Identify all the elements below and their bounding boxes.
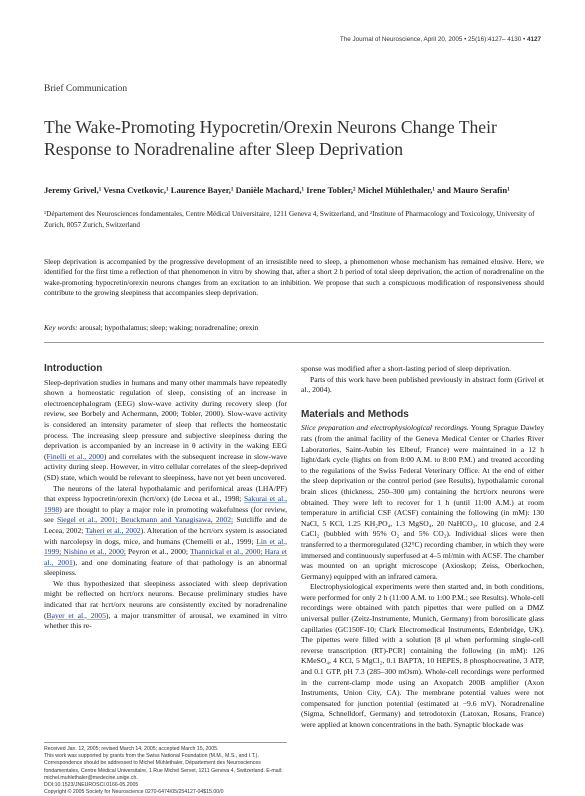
- article-title: The Wake-Promoting Hypocretin/Orexin Neurons Change Their Response to Noradrenaline after Sleep Deprivation: [44, 117, 497, 159]
- intro-paragraph-1: Sleep-deprivation studies in humans and many other mammals have repeatedly shown a homeostatic regulation of sleep, consisting of an increase in electroencephalogram (EEG) slow-wave activity during recovery sleep (for review, see Borbely and Achermann, 2000; Tobler, 2000). Slow-wave activity is considered an intensity parameter of sleep that reflects the homeostatic process. The increasing sleep pressure and subjective sleepiness during the deprivation is accompanied by an increase in θ activity in the waking EEG (Finelli et al., 2000) and correlates with the subsequent increase in slow-wave activity during sleep. However, in vitro cellular correlates of the sleep-deprived (SD) state, which would be relevant to sleepiness, have not yet been uncovered.: [44, 377, 287, 482]
- abstract: Sleep deprivation is accompanied by the progressive development of an irresistible need to sleep, a phenomenon whose mechanism has remained elusive. Here, we identified for the first time a reflection of that phenomenon in vitro by showing that, after a short 2 h period of total sleep deprivation, the action of noradrenaline on the wake-promoting hypocretin/orexin neurons changes from an excitation to an inhibition. We propose that such a conspicuous modification of responsiveness should contribute to the growing sleepiness that accompanies sleep deprivation.: [44, 257, 544, 297]
- reference-link[interactable]: Taheri et al., 2002: [85, 525, 141, 535]
- page-number: 4127: [526, 36, 541, 43]
- intro-paragraph-2: The neurons of the lateral hypothalamic and perifornical areas (LHA/PF) that express hypocretin/orexin (hcrt/orx) (de Lecea et al., 1998; Sakurai et al., 1998) are thought to play a major role in promoting wakefulness (for review, see Siegel et al., 2001; Beuckmann and Yanagisawa, 2002; Sutcliffe and de Lecea, 2002; Taheri et al., 2002). Alteration of the hcrt/orx system is associated with narcolepsy in dogs, mice, and humans (Chemelli et al., 1999; Lin et al., 1999; Nishino et al., 2000; Peyron et al., 2000; Thannickal et al., 2000; Hara et al., 2001), and one dominating feature of that pathology is an abnormal sleepiness.: [44, 483, 288, 578]
- intro-continuation: sponse was modified after a short-lasting period of sleep deprivation.: [301, 364, 512, 373]
- doi: DOI:10.1523/JNEUROSCI.0166-05.2005: [44, 782, 139, 789]
- right-column: [301, 364, 544, 731]
- correspondence-note: Correspondence should be addressed to Michel Mühlethaler, Département des Neurosciences fondamentales, Centre Médical Universitaire, 1 Rue Michel Servet, 1211 Geneva 4, Switzerland. E-mail: michel.muhlethaler@medecine.unige.ch.: [44, 760, 283, 781]
- keywords: [44, 323, 544, 332]
- journal-citation: The Journal of Neuroscience, April 20, 2005 • 25(16):4127– 4130 •: [339, 36, 527, 43]
- prior-publication-note: Parts of this work have been published previously in abstract form (Grivel et al., 2004).: [301, 374, 544, 395]
- affiliations: ¹Département des Neurosciences fondamentales, Centre Médical Universitaire, 1211 Geneva 4, Switzerland, and ²Institute of Pharmacology and Toxicology, University of Zurich, 8057 Zurich, Switzerland: [44, 210, 535, 229]
- keywords-text: arousal; hypothalamus; sleep; waking; noradrenaline; orexin: [77, 323, 259, 332]
- reference-link[interactable]: Bayer et al., 2005: [46, 610, 106, 620]
- section-label: Brief Communication: [44, 84, 128, 94]
- introduction-heading: Introduction: [44, 363, 103, 374]
- left-column: [44, 364, 287, 632]
- received-dates: Received Jan. 12, 2005; revised March 14, 2005; accepted March 15, 2005.: [44, 746, 219, 752]
- reference-link[interactable]: Lin et al., 1999; Nishino et al., 2000;: [44, 536, 287, 557]
- methods-heading: Materials and Methods: [301, 408, 409, 420]
- intro-paragraph-3: We thus hypothesized that sleepiness associated with sleep deprivation might be reflected on hcrt/orx neurons. Because preliminary studies have indicated that rat hcrt/orx neurons are consistently excited by noradrenaline (Bayer et al., 2005), a major transmitter of arousal, we examined in vitro whether this re-: [44, 578, 287, 631]
- footnotes: [44, 746, 287, 796]
- footnote-divider: [44, 742, 287, 743]
- reference-link[interactable]: Finelli et al., 2000: [46, 451, 104, 461]
- keywords-label: Key words:: [44, 323, 78, 332]
- reference-link[interactable]: Sakurai et al., 1998: [44, 494, 287, 514]
- author-list: Jeremy Grivel,¹ Vesna Cvetkovic,¹ Laurence Bayer,¹ Danièle Machard,¹ Irene Tobler,² Michel Mühlethaler,¹ and Mauro Serafin¹: [44, 185, 510, 195]
- running-head: [340, 36, 541, 43]
- copyright: Copyright © 2005 Society for Neuroscience 0270-6474/05/254127-04$15.00/0: [44, 789, 224, 796]
- subsection-title: Slice preparation and electrophysiological recordings.: [301, 423, 469, 433]
- reference-link[interactable]: Thannickal et al., 2000; Hara et al., 2001: [44, 547, 287, 567]
- funding-note: This work was supported by grants from the Swiss National Foundation (M.M., M.S., and I.T.).: [44, 753, 259, 760]
- methods-paragraph-2: Electrophysiological experiments were then started and, in both conditions, were performed for only 2 h (11:00 A.M. to 1:00 P.M.; see Results). Whole-cell recordings were obtained with patch pipettes that were pulled on a DMZ universal puller (Zeitz-Instrumente, Munich, Germany) from borosilicate glass capillaries (GC150F-10; Clark Electromedical Instruments, Edenbridge, UK). The pipettes were filled with a solution [8 μl when performing single-cell reverse transcription (RT)-PCR] containing the following (in mM): 126 KMeSO₄, 4 KCl, 5 MgCl₂, 0.1 BAPTA, 10 HEPES, 8 phosphocreatine, 3 ATP, and 0.1 GTP, pH 7.3 (285–300 mOsm). Whole-cell recordings were performed in the current-clamp mode using an Axopatch 200B amplifier (Axon Instruments, Union City, CA). The membrane potential values were not compensated for junction potential (estimated at −9.6 mV). Noradrenaline (Sigma, Schnelldorf, Germany) and tetrodotoxin (Latoxan, Rosans, France) were applied at known concentrations in the bath. Synaptic blockade was: [301, 582, 544, 729]
- reference-link[interactable]: Siegel et al., 2001; Beuckmann and Yanagisawa, 2002;: [56, 515, 234, 525]
- methods-paragraph-1: Slice preparation and electrophysiological recordings. Young Sprague Dawley rats (from the animal facility of the Geneva Medical Center or Charles River Laboratories, Saint-Aubin les Elbeuf, France) were maintained in a 12 h light/dark cycle (lights on from 8:00 A.M. to 8:00 P.M.) and treated according to the regulations of the Swiss Federal Veterinary Office. At the end of either the sleep deprivation or the control period (see Results), hypothalamic coronal brain slices (thickness, 250–300 μm) containing the hcrt/orx neurons were obtained. They were left to recover for 1 h (until 11:00 A.M.) at room temperature in artificial CSF (ACSF) containing the following (in mM): 130 NaCl, 5 KCl, 1.25 KH₂PO₄, 1.3 MgSO₄, 20 NaHCO₃, 10 glucose, and 2.4 CaCl₂ (bubbled with 95% O₂ and 5% CO₂). Individual slices were then transferred to a thermoregulated (32°C) recording chamber, in which they were immersed and continuously superfused at 4–5 ml/min with ACSF. The chamber was mounted on an upright microscope (Axioskop; Zeiss, Oberkochen, Germany) equipped with an infrared camera.: [301, 423, 544, 581]
- section-divider: [44, 342, 544, 343]
